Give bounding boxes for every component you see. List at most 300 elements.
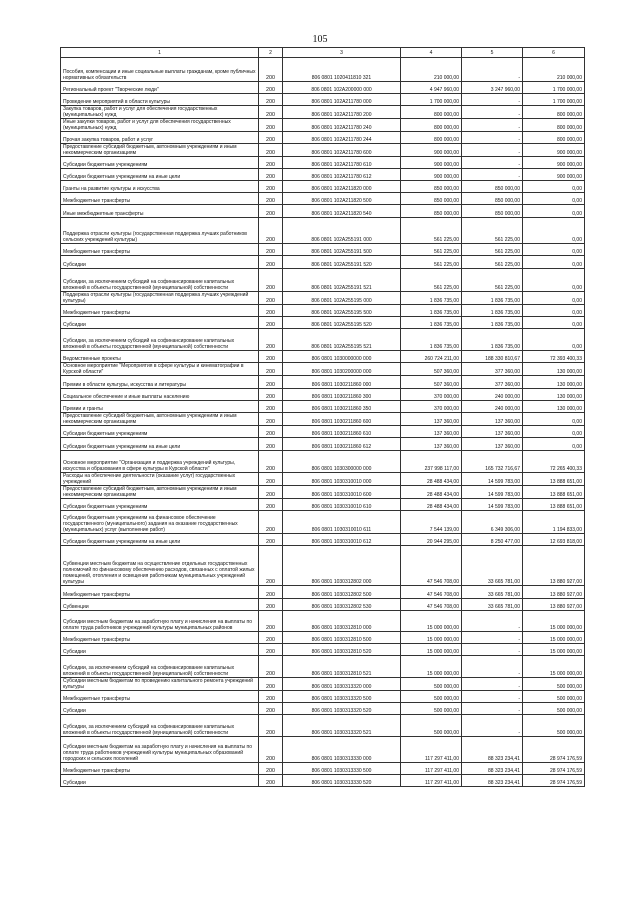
row-name: Субсидии [61,703,259,715]
row-approved: 900 000,00 [401,144,462,157]
row-grbs: 200 [259,763,283,775]
row-code: 806 0801 102A211780 000 [283,94,401,106]
table-row [61,486,585,499]
row-code: 806 0801 1030313330 500 [283,763,401,775]
row-name: Прочая закупка товаров, работ и услуг [61,132,259,144]
row-name: Субсидии бюджетным учреждениям на иные цели [61,438,259,451]
row-grbs: 200 [259,499,283,511]
row-name: Субсидии бюджетным учреждениям на иные цели [61,169,259,181]
row-code: 806 0801 1030211860 300 [283,389,401,401]
row-name: Субсидии [61,256,259,269]
row-approved: 47 546 708,00 [401,599,462,611]
table-row [61,775,585,787]
row-grbs: 200 [259,737,283,763]
row-remaining: 500 000,00 [523,703,585,715]
row-executed: 850 000,00 [462,205,523,218]
table-row [61,305,585,317]
row-name: Социальное обеспечение и иные выплаты населению [61,389,259,401]
table-row [61,611,585,632]
row-code: 806 0801 1030312802 530 [283,599,401,611]
row-executed: 561 225,00 [462,256,523,269]
row-approved: 1 836 735,00 [401,329,462,351]
row-name: Пособия, компенсации и иные социальные выплаты гражданам, кроме публичных нормативных обязательств [61,58,259,82]
table-row [61,473,585,486]
row-grbs: 200 [259,132,283,144]
row-name: Субсидии, за исключением субсидий на софинансирование капитальных вложений в объекты государственной (муниципальной) собственности [61,656,259,678]
row-remaining: 28 974 176,59 [523,763,585,775]
table-row [61,157,585,169]
row-name: Межбюджетные трансферты [61,586,259,599]
row-executed: 561 225,00 [462,244,523,256]
row-name: Поддержка отрасли культуры (государственная поддержка лучших учреждений культуры) [61,292,259,305]
row-code: 806 0801 1030313320 520 [283,703,401,715]
row-executed: - [462,58,523,82]
table-row [61,244,585,256]
row-executed: - [462,678,523,691]
row-executed: 561 225,00 [462,218,523,244]
row-executed: - [462,94,523,106]
row-approved: 500 000,00 [401,691,462,703]
table-header-row [61,48,585,58]
row-code: 806 0801 102A211820 540 [283,205,401,218]
row-name: Межбюджетные трансферты [61,763,259,775]
table-row [61,376,585,389]
row-remaining: 13 880 927,00 [523,546,585,586]
row-remaining: 800 000,00 [523,132,585,144]
row-name: Субсидии, за исключением субсидий на софинансирование капитальных вложений в объекты государственной (муниципальной) собственности [61,269,259,292]
row-grbs: 200 [259,775,283,787]
row-approved: 1 836 735,00 [401,292,462,305]
row-executed: 14 599 783,00 [462,473,523,486]
row-grbs: 200 [259,389,283,401]
row-code: 806 0801 1030211860 610 [283,426,401,438]
table-row [61,144,585,157]
table-row [61,389,585,401]
row-approved: 561 225,00 [401,218,462,244]
row-remaining: 130 000,00 [523,376,585,389]
row-approved: 1 836 735,00 [401,305,462,317]
row-code: 806 0801 1030312802 500 [283,586,401,599]
row-name: Субвенции местным бюджетам на осуществление отдельных государственных полномочий по финансовому обеспечению расходов, связанных с оплатой жилых помещений, отопления и освещения работникам муниципальных учреждений культуры [61,546,259,586]
table-row [61,499,585,511]
row-approved: 20 944 295,00 [401,534,462,546]
row-approved: 900 000,00 [401,169,462,181]
table-row [61,632,585,644]
row-remaining: 800 000,00 [523,106,585,119]
row-approved: 561 225,00 [401,256,462,269]
row-approved: 370 000,00 [401,389,462,401]
row-name: Субсидии, за исключением субсидий на софинансирование капитальных вложений в объекты государственной (муниципальной) собственности [61,329,259,351]
row-grbs: 200 [259,181,283,193]
row-name: Предоставление субсидий бюджетным, автономным учреждениям и иным некоммерческим организациям [61,413,259,426]
row-executed: - [462,157,523,169]
row-executed: 165 732 716,67 [462,451,523,473]
row-remaining: 500 000,00 [523,691,585,703]
row-executed: 1 836 735,00 [462,292,523,305]
row-code: 806 0801 102A211780 610 [283,157,401,169]
row-executed: 88 323 234,41 [462,737,523,763]
row-executed: 240 000,00 [462,389,523,401]
row-remaining: 13 888 651,00 [523,473,585,486]
row-remaining: 130 000,00 [523,401,585,413]
row-remaining: 0,00 [523,292,585,305]
table-row [61,511,585,534]
table-row [61,351,585,363]
row-approved: 28 488 434,00 [401,473,462,486]
row-grbs: 200 [259,546,283,586]
row-executed: 6 349 306,00 [462,511,523,534]
row-grbs: 200 [259,58,283,82]
row-executed: 850 000,00 [462,193,523,205]
row-remaining: 28 974 176,59 [523,775,585,787]
table-row [61,317,585,329]
row-grbs: 200 [259,486,283,499]
table-row [61,644,585,656]
table-row [61,451,585,473]
table-row [61,656,585,678]
row-executed: 188 330 810,67 [462,351,523,363]
row-code: 806 0801 102A255195 520 [283,317,401,329]
row-executed: 88 323 234,41 [462,775,523,787]
table-row [61,193,585,205]
row-remaining: 900 000,00 [523,144,585,157]
row-grbs: 200 [259,376,283,389]
row-name: Субсидии [61,317,259,329]
row-executed: 1 836 735,00 [462,317,523,329]
row-remaining: 1 700 000,00 [523,82,585,94]
row-executed: - [462,703,523,715]
column-header: 5 [462,48,523,58]
row-name: Субсидии местным бюджетам на заработную плату и начисления на выплаты по оплате труда работников учреждений культуры муниципальных образований городских и сельских поселений [61,737,259,763]
row-approved: 4 947 960,00 [401,82,462,94]
row-remaining: 0,00 [523,193,585,205]
row-code: 806 0801 1030200000 000 [283,363,401,376]
row-code: 806 0801 1030313320 521 [283,715,401,737]
row-approved: 850 000,00 [401,181,462,193]
row-remaining: 15 000 000,00 [523,611,585,632]
row-code: 806 0801 102A211820 500 [283,193,401,205]
row-code: 806 0801 1030000000 000 [283,351,401,363]
row-grbs: 200 [259,317,283,329]
row-grbs: 200 [259,157,283,169]
row-executed: 33 665 781,00 [462,599,523,611]
row-code: 806 0801 1020411810 321 [283,58,401,82]
row-executed: 1 836 735,00 [462,329,523,351]
row-grbs: 200 [259,426,283,438]
row-approved: 1 836 735,00 [401,317,462,329]
row-executed: - [462,644,523,656]
row-name: Субсидии, за исключением субсидий на софинансирование капитальных вложений в объекты государственной (муниципальной) собственности [61,715,259,737]
table-row [61,426,585,438]
row-code: 806 0801 102A255195 000 [283,292,401,305]
row-name: Основное мероприятие "Организация и поддержка учреждений культуры, искусства и образования в сфере культуры в Курской области" [61,451,259,473]
table-row [61,715,585,737]
table-row [61,599,585,611]
row-grbs: 200 [259,473,283,486]
row-executed: - [462,632,523,644]
row-executed: - [462,144,523,157]
row-executed: - [462,715,523,737]
row-grbs: 200 [259,256,283,269]
row-remaining: 0,00 [523,305,585,317]
row-grbs: 200 [259,656,283,678]
row-approved: 500 000,00 [401,703,462,715]
row-grbs: 200 [259,82,283,94]
row-name: Предоставление субсидий бюджетным, автономным учреждениям и иным некоммерческим организациям [61,486,259,499]
row-code: 806 0801 1030313330 520 [283,775,401,787]
row-name: Гранты на развитие культуры и искусства [61,181,259,193]
row-code: 806 0801 1030312810 500 [283,632,401,644]
row-name: Межбюджетные трансферты [61,632,259,644]
row-name: Субсидии бюджетным учреждениям [61,499,259,511]
row-remaining: 15 000 000,00 [523,644,585,656]
row-approved: 800 000,00 [401,106,462,119]
row-executed: 14 599 783,00 [462,499,523,511]
row-remaining: 1 700 000,00 [523,94,585,106]
row-grbs: 200 [259,586,283,599]
row-remaining: 500 000,00 [523,715,585,737]
row-grbs: 200 [259,363,283,376]
table-row [61,119,585,132]
row-grbs: 200 [259,119,283,132]
row-code: 806 0801 1030313330 000 [283,737,401,763]
row-approved: 137 360,00 [401,438,462,451]
row-name: Иные закупки товаров, работ и услуг для обеспечения государственных (муниципальных) нужд [61,119,259,132]
row-name: Иные межбюджетные трансферты [61,205,259,218]
row-remaining: 130 000,00 [523,389,585,401]
row-code: 806 0801 102A211780 240 [283,119,401,132]
row-approved: 137 360,00 [401,426,462,438]
row-remaining: 0,00 [523,244,585,256]
column-header: 1 [61,48,259,58]
row-approved: 117 297 411,00 [401,737,462,763]
row-approved: 47 546 708,00 [401,546,462,586]
table-row [61,363,585,376]
row-grbs: 200 [259,169,283,181]
row-executed: 1 836 735,00 [462,305,523,317]
row-remaining: 0,00 [523,438,585,451]
row-remaining: 15 000 000,00 [523,656,585,678]
row-code: 806 0801 102A255195 521 [283,329,401,351]
row-name: Закупка товаров, работ и услуг для обеспечения государственных (муниципальных) нужд [61,106,259,119]
row-code: 806 0801 102A211780 600 [283,144,401,157]
table-row [61,534,585,546]
row-name: Субсидии местным бюджетам на заработную плату и начисления на выплаты по оплате труда работников учреждений культуры муниципальных районов [61,611,259,632]
row-grbs: 200 [259,599,283,611]
row-code: 806 0801 1030211860 612 [283,438,401,451]
row-name: Основное мероприятие "Мероприятия в сфере культуры и кинематографии в Курской области" [61,363,259,376]
row-grbs: 200 [259,401,283,413]
row-remaining: 0,00 [523,256,585,269]
row-code: 806 0801 1030211860 600 [283,413,401,426]
row-approved: 28 488 434,00 [401,486,462,499]
table-row [61,82,585,94]
row-grbs: 200 [259,644,283,656]
row-executed: 137 360,00 [462,413,523,426]
row-approved: 15 000 000,00 [401,656,462,678]
row-name: Субсидии местным бюджетам по проведению капитального ремонта учреждений культуры [61,678,259,691]
row-executed: - [462,119,523,132]
row-approved: 370 000,00 [401,401,462,413]
row-approved: 800 000,00 [401,119,462,132]
table-row [61,169,585,181]
row-approved: 237 998 117,00 [401,451,462,473]
table-row [61,763,585,775]
row-executed: - [462,656,523,678]
row-approved: 117 297 411,00 [401,775,462,787]
row-approved: 800 000,00 [401,132,462,144]
row-name: Субсидии бюджетным учреждениям [61,157,259,169]
row-name: Субсидии [61,644,259,656]
row-code: 806 0801 1030300000 000 [283,451,401,473]
row-remaining: 13 888 651,00 [523,499,585,511]
row-name: Предоставление субсидий бюджетным, автономным учреждениям и иным некоммерческим организациям [61,144,259,157]
table-row [61,269,585,292]
row-code: 806 0801 1030211860 000 [283,376,401,389]
row-executed: 14 599 783,00 [462,486,523,499]
row-approved: 47 546 708,00 [401,586,462,599]
row-remaining: 900 000,00 [523,169,585,181]
row-executed: 33 665 781,00 [462,546,523,586]
page-number: 105 [312,34,328,45]
row-executed: - [462,169,523,181]
row-remaining: 13 888 651,00 [523,486,585,499]
column-header: 6 [523,48,585,58]
row-name: Премии в области культуры, искусства и литературы [61,376,259,389]
row-remaining: 0,00 [523,205,585,218]
row-grbs: 200 [259,413,283,426]
budget-table [60,47,585,787]
row-code: 806 0801 102A211780 244 [283,132,401,144]
row-executed: 377 360,00 [462,376,523,389]
row-code: 806 0801 1030211860 350 [283,401,401,413]
row-executed: 88 323 234,41 [462,763,523,775]
row-code: 806 0801 102A255195 500 [283,305,401,317]
row-code: 806 0801 102A211820 000 [283,181,401,193]
row-remaining: 0,00 [523,181,585,193]
row-code: 806 0801 102A200000 000 [283,82,401,94]
row-code: 806 0801 102A211780 612 [283,169,401,181]
row-name: Субсидии бюджетным учреждениям [61,426,259,438]
row-grbs: 200 [259,451,283,473]
row-name: Субсидии бюджетным учреждениям на иные цели [61,534,259,546]
row-grbs: 200 [259,106,283,119]
row-approved: 507 360,00 [401,363,462,376]
row-code: 806 0801 1030310010 000 [283,473,401,486]
row-approved: 900 000,00 [401,157,462,169]
row-name: Субсидии [61,775,259,787]
table-row [61,737,585,763]
row-grbs: 200 [259,611,283,632]
table-row [61,678,585,691]
row-executed: 240 000,00 [462,401,523,413]
row-approved: 561 225,00 [401,269,462,292]
row-executed: 850 000,00 [462,181,523,193]
row-executed: 33 665 781,00 [462,586,523,599]
row-code: 806 0801 102A211780 200 [283,106,401,119]
row-approved: 15 000 000,00 [401,644,462,656]
row-approved: 500 000,00 [401,715,462,737]
row-name: Субвенции [61,599,259,611]
row-remaining: 0,00 [523,329,585,351]
table-row [61,94,585,106]
row-code: 806 0801 1030312810 521 [283,656,401,678]
row-approved: 28 488 434,00 [401,499,462,511]
table-row [61,438,585,451]
row-code: 806 0801 1030312802 000 [283,546,401,586]
row-approved: 15 000 000,00 [401,632,462,644]
table-row [61,329,585,351]
row-approved: 137 360,00 [401,413,462,426]
row-grbs: 200 [259,244,283,256]
row-approved: 260 724 211,00 [401,351,462,363]
table-row [61,292,585,305]
row-code: 806 0801 102A255191 521 [283,269,401,292]
table-body [61,58,585,787]
row-grbs: 200 [259,305,283,317]
row-grbs: 200 [259,269,283,292]
row-name: Субсидии бюджетным учреждениям на финансовое обеспечение государственного (муниципального) задания на оказание государственных (муниципальных) услуг (выполнение работ) [61,511,259,534]
row-remaining: 0,00 [523,426,585,438]
row-grbs: 200 [259,691,283,703]
row-remaining: 0,00 [523,218,585,244]
row-remaining: 0,00 [523,413,585,426]
row-name: Межбюджетные трансферты [61,244,259,256]
row-grbs: 200 [259,715,283,737]
table-row [61,546,585,586]
row-remaining: 800 000,00 [523,119,585,132]
table-row [61,691,585,703]
row-executed: - [462,691,523,703]
row-name: Поддержка отрасли культуры (государственная поддержка лучших работников сельских учреждений культуры) [61,218,259,244]
row-approved: 117 297 411,00 [401,763,462,775]
table-row [61,181,585,193]
row-code: 806 0801 1030312810 000 [283,611,401,632]
row-grbs: 200 [259,534,283,546]
row-name: Межбюджетные трансферты [61,193,259,205]
row-code: 806 0801 102A255191 500 [283,244,401,256]
row-name: Расходы на обеспечение деятельности (оказание услуг) государственных учреждений [61,473,259,486]
row-remaining: 72 265 400,33 [523,451,585,473]
row-remaining: 15 000 000,00 [523,632,585,644]
row-executed: - [462,106,523,119]
table-row [61,401,585,413]
row-remaining: 0,00 [523,317,585,329]
row-approved: 850 000,00 [401,193,462,205]
row-executed: - [462,132,523,144]
row-code: 806 0801 1030310010 600 [283,486,401,499]
row-grbs: 200 [259,678,283,691]
row-grbs: 200 [259,511,283,534]
row-grbs: 200 [259,292,283,305]
row-grbs: 200 [259,144,283,157]
table-row [61,106,585,119]
row-code: 806 0801 1030310010 610 [283,499,401,511]
row-approved: 507 360,00 [401,376,462,389]
row-executed: 137 360,00 [462,438,523,451]
row-grbs: 200 [259,193,283,205]
row-remaining: 500 000,00 [523,678,585,691]
row-name: Межбюджетные трансферты [61,691,259,703]
row-code: 806 0801 1030310010 611 [283,511,401,534]
row-remaining: 130 000,00 [523,363,585,376]
column-header: 2 [259,48,283,58]
row-executed: 3 247 960,00 [462,82,523,94]
table-row [61,256,585,269]
table-row [61,703,585,715]
row-executed: 8 250 477,00 [462,534,523,546]
row-code: 806 0801 1030313320 000 [283,678,401,691]
